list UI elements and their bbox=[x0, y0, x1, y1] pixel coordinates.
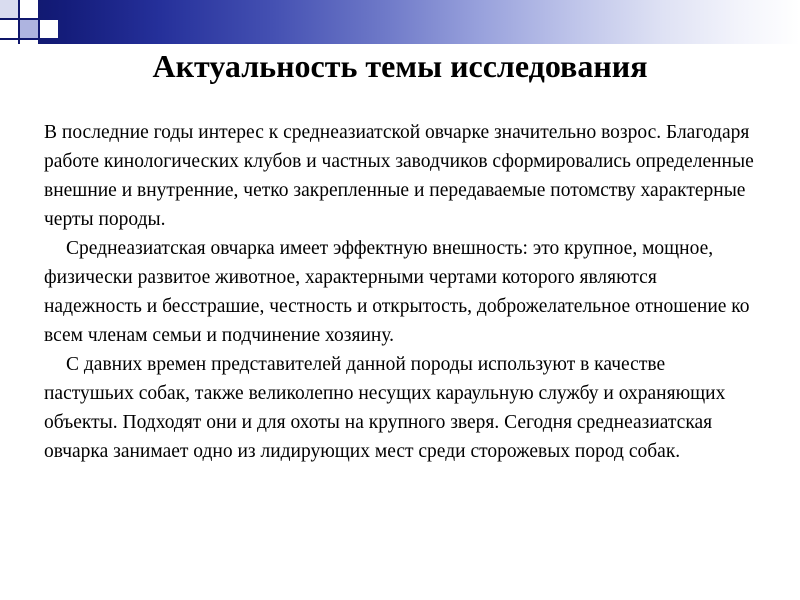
body-paragraph-1: В последние годы интерес к среднеазиатской овчарке значительно возрос. Благодаря работе кинологических клубов и частных заводчиков сформировались определенные внешние и внутренние, четко закрепленные и передаваемые потомству характерные черты породы. bbox=[44, 122, 754, 230]
decorative-header-banner bbox=[0, 0, 800, 44]
decorative-square-5 bbox=[40, 20, 58, 38]
slide-body bbox=[44, 118, 756, 466]
body-paragraph-3: С давних времен представителей данной породы используют в качестве пастушьих собак, также великолепно несущих караульную службу и охраняющих объекты. Подходят они и для охоты на крупного зверя. Сегодня среднеазиатская овчарка занимает одно из лидирующих мест среди сторожевых пород собак. bbox=[44, 354, 726, 462]
decorative-square-1 bbox=[0, 0, 18, 18]
decorative-square-2 bbox=[20, 0, 38, 18]
decorative-square-3 bbox=[0, 20, 18, 38]
decorative-square-4 bbox=[20, 20, 38, 38]
slide-title: Актуальность темы исследования bbox=[152, 48, 648, 84]
body-paragraph-2: Среднеазиатская овчарка имеет эффектную внешность: это крупное, мощное, физически развитое животное, характерными чертами которого являются надежность и бесстрашие, честность и открытость, доброжелательное отношение ко всем членам семьи и подчинение хозяину. bbox=[44, 238, 750, 346]
